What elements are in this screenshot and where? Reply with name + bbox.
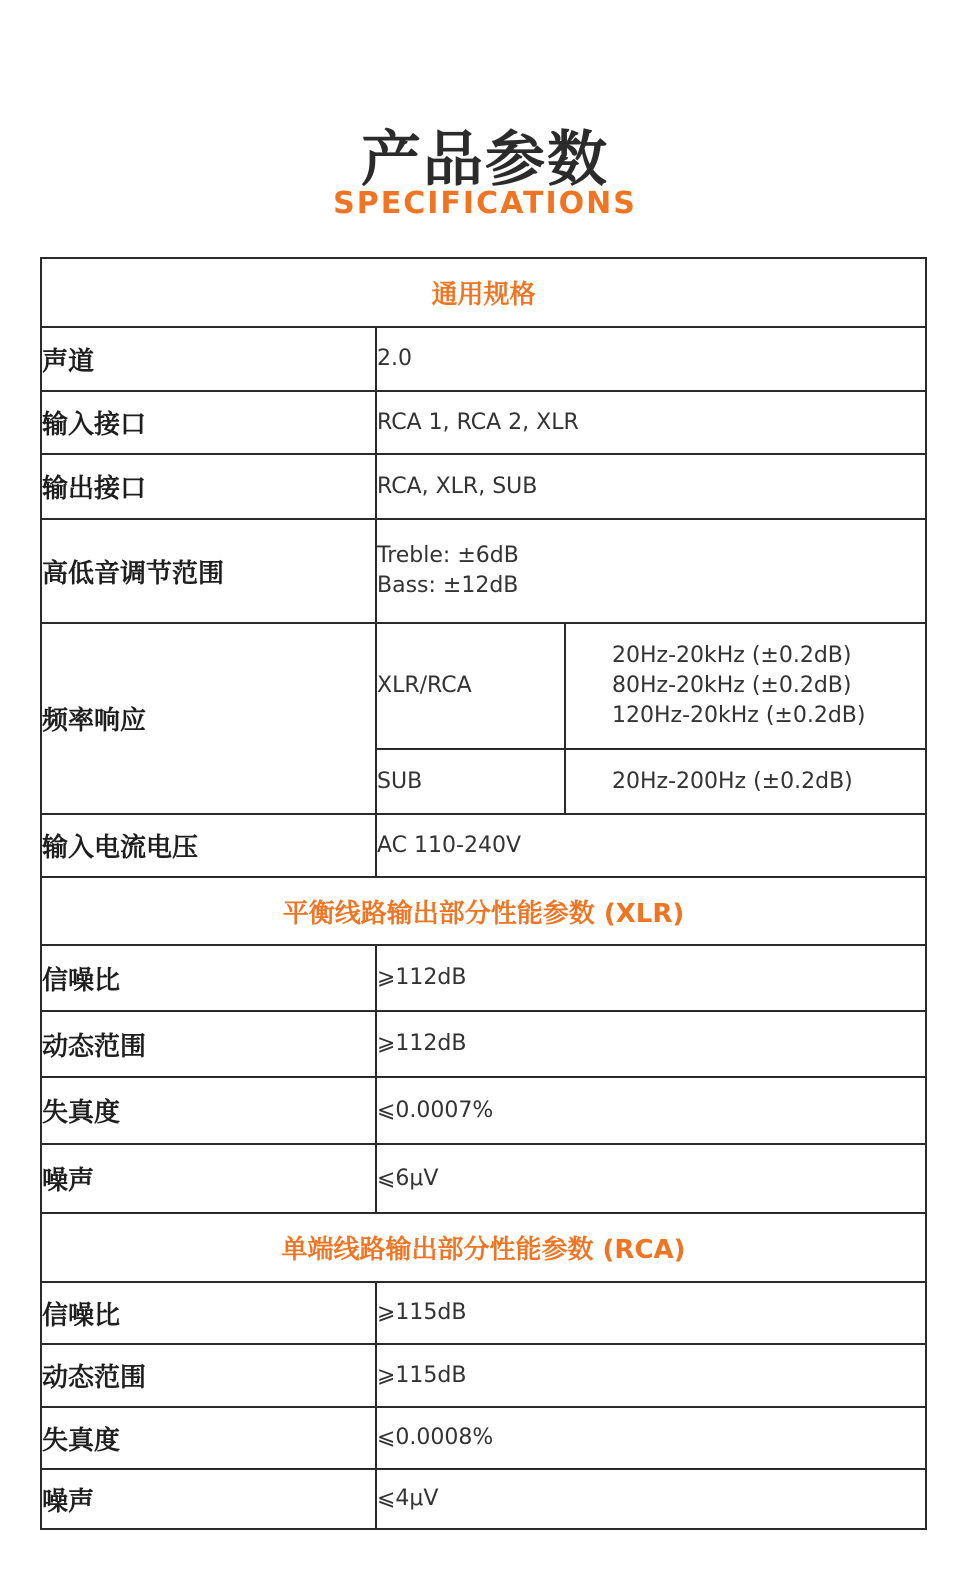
row-label: 失真度 — [41, 1407, 376, 1469]
row-label: 高低音调节范围 — [41, 519, 376, 623]
table-row — [41, 814, 926, 877]
row-value: ⩽4μV — [376, 1469, 926, 1529]
section-header-row — [41, 877, 926, 945]
row-value: ⩽6μV — [376, 1144, 926, 1213]
sub-label: SUB — [376, 749, 565, 814]
row-label: 频率响应 — [41, 623, 376, 814]
row-value: 20Hz-200Hz (±0.2dB) — [565, 749, 926, 814]
row-value: ⩾115dB — [376, 1344, 926, 1407]
row-label: 噪声 — [41, 1469, 376, 1529]
section-header-row — [41, 258, 926, 327]
freq-line: 80Hz-20kHz (±0.2dB) — [612, 673, 852, 698]
bass-value: Bass: ±12dB — [377, 573, 519, 598]
row-value: RCA, XLR, SUB — [376, 454, 926, 519]
table-row — [41, 1077, 926, 1144]
row-label: 动态范围 — [41, 1011, 376, 1077]
table-row — [41, 327, 926, 391]
row-value: AC 110-240V — [376, 814, 926, 877]
table-row — [41, 623, 926, 749]
freq-line: 20Hz-20kHz (±0.2dB) — [612, 643, 852, 668]
row-label: 输入电流电压 — [41, 814, 376, 877]
table-row — [41, 945, 926, 1011]
row-label: 动态范围 — [41, 1344, 376, 1407]
table-row — [41, 1011, 926, 1077]
page-subtitle: SPECIFICATIONS — [333, 186, 637, 221]
row-value: ⩾112dB — [376, 1011, 926, 1077]
row-label: 信噪比 — [41, 1282, 376, 1344]
section-header-row — [41, 1213, 926, 1282]
table-row — [41, 1344, 926, 1407]
table-row — [41, 1407, 926, 1469]
section-title-general: 通用规格 — [41, 258, 926, 327]
row-label: 噪声 — [41, 1144, 376, 1213]
row-value: ⩽0.0008% — [376, 1407, 926, 1469]
row-value: 2.0 — [376, 327, 926, 391]
row-value: RCA 1, RCA 2, XLR — [376, 391, 926, 454]
table-row — [41, 454, 926, 519]
table-row — [41, 1469, 926, 1529]
row-value: ⩾112dB — [376, 945, 926, 1011]
row-value: ⩾115dB — [376, 1282, 926, 1344]
page-title: 产品参数 — [361, 125, 609, 195]
table-row — [41, 1144, 926, 1213]
section-title-xlr: 平衡线路输出部分性能参数 (XLR) — [41, 877, 926, 945]
table-row — [41, 1282, 926, 1344]
row-label: 输出接口 — [41, 454, 376, 519]
sub-label: XLR/RCA — [376, 623, 565, 749]
row-value — [376, 519, 926, 623]
row-label: 信噪比 — [41, 945, 376, 1011]
table-row — [41, 391, 926, 454]
row-value — [565, 623, 926, 749]
freq-line: 120Hz-20kHz (±0.2dB) — [612, 703, 866, 728]
treble-value: Treble: ±6dB — [377, 543, 519, 568]
row-label: 失真度 — [41, 1077, 376, 1144]
row-label: 声道 — [41, 327, 376, 391]
table-row — [41, 519, 926, 623]
row-label: 输入接口 — [41, 391, 376, 454]
section-title-rca: 单端线路输出部分性能参数 (RCA) — [41, 1213, 926, 1282]
row-value: ⩽0.0007% — [376, 1077, 926, 1144]
spec-table — [40, 257, 927, 1530]
